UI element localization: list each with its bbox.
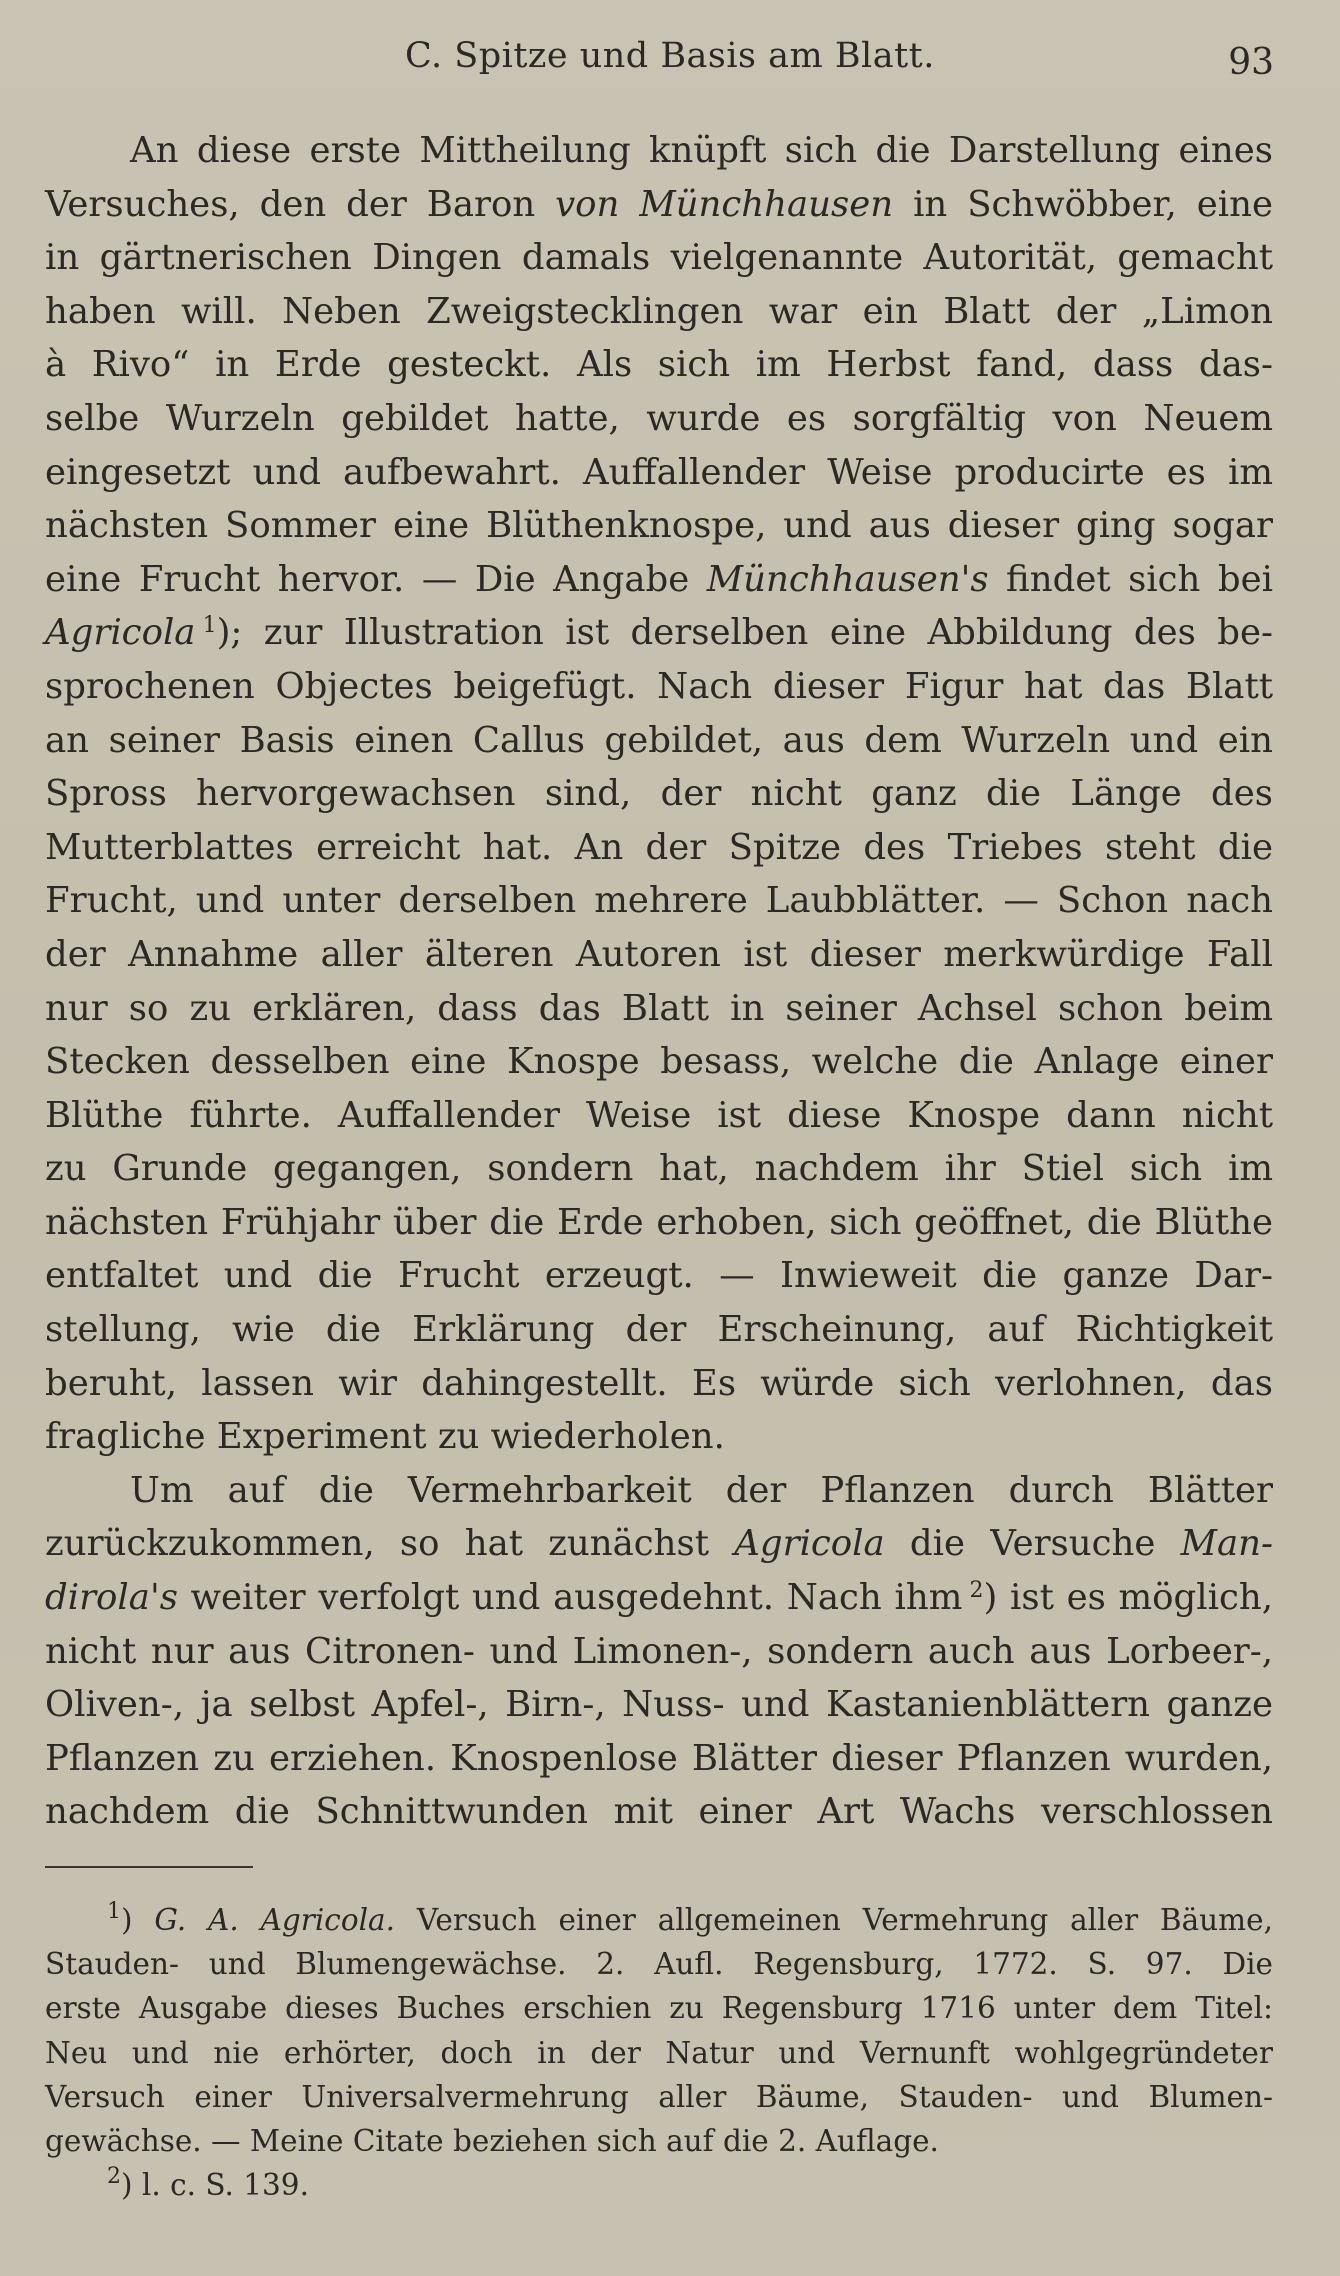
footnote-line: gewächse. — Meine Citate beziehen sich auf die 2. Auflage. bbox=[45, 2123, 939, 2158]
text-line: dirola's weiter verfolgt und ausgedehnt. Nach ihm $^2$) ist es möglich, bbox=[45, 1577, 1274, 1619]
footnote-line: $^2$) l. c. S. 139. bbox=[107, 2164, 309, 2203]
text-line: Um auf die Vermehrbarkeit der Pflanzen durch Blätter bbox=[130, 1469, 1273, 1511]
footnote-mark: 1 bbox=[107, 1899, 121, 1924]
text-line: Agricola $^1$); zur Illustration ist derselben eine Abbildung des be- bbox=[45, 612, 1273, 654]
text-line: sprochenen Objectes beigefügt. Nach dieser Figur hat das Blatt bbox=[45, 665, 1273, 707]
text-line: Blüthe führte. Auffallender Weise ist diese Knospe dann nicht bbox=[45, 1094, 1273, 1136]
text-line: Frucht, und unter derselben mehrere Laubblätter. — Schon nach bbox=[45, 880, 1273, 922]
text-line: nur so zu erklären, dass das Blatt in seiner Achsel schon beim bbox=[45, 987, 1273, 1029]
footnote-line: Stauden- und Blumengewächse. 2. Aufl. Regensburg, 1772. S. 97. Die bbox=[45, 1947, 1273, 1982]
footnote-line: Versuch einer Universalvermehrung aller Bäume, Stauden- und Blumen- bbox=[45, 2079, 1273, 2114]
author-name: Agricola bbox=[45, 612, 196, 654]
text-line: nächsten Frühjahr über die Erde erhoben, sich geöffnet, die Blüthe bbox=[45, 1201, 1273, 1243]
text-line: nächsten Sommer eine Blüthenknospe, und aus dieser ging sogar bbox=[45, 505, 1273, 547]
page-number: 93 bbox=[1228, 42, 1274, 83]
footnote-line: erste Ausgabe dieses Buches erschien zu Regensburg 1716 unter dem Titel: bbox=[45, 1991, 1273, 2026]
footnotes bbox=[45, 1898, 1273, 2207]
text-line: an seiner Basis einen Callus gebildet, aus dem Wurzeln und ein bbox=[45, 719, 1273, 761]
text-line: eine Frucht hervor. — Die Angabe Münchhausen's findet sich bei bbox=[45, 558, 1273, 600]
text-line: Mutterblattes erreicht hat. An der Spitze des Triebes steht die bbox=[45, 826, 1273, 868]
author-name: dirola's bbox=[45, 1577, 178, 1619]
footnote-line: Neu und nie erhörter, doch in der Natur und Vernunft wohlgegründeter bbox=[45, 2035, 1273, 2070]
text-line: entfaltet und die Frucht erzeugt. — Inwieweit die ganze Dar- bbox=[45, 1255, 1273, 1297]
text-line: haben will. Neben Zweigstecklingen war ein Blatt der „Limon bbox=[45, 290, 1273, 332]
text-line: selbe Wurzeln gebildet hatte, wurde es sorgfältig von Neuem bbox=[45, 397, 1273, 439]
text-line: in gärtnerischen Dingen damals vielgenannte Autorität, gemacht bbox=[45, 237, 1273, 279]
text-line: nicht nur aus Citronen- und Limonen-, sondern auch aus Lorbeer-, bbox=[45, 1630, 1273, 1672]
footnote-mark: 2 bbox=[107, 2164, 121, 2190]
running-head: C. Spitze und Basis am Blatt. bbox=[405, 36, 935, 76]
text-line: Spross hervorgewachsen sind, der nicht ganz die Länge des bbox=[45, 773, 1273, 815]
text-line: Stecken desselben eine Knospe besass, welche die Anlage einer bbox=[45, 1041, 1273, 1083]
author-name: Agricola bbox=[734, 1523, 885, 1565]
author-name: Münchhausen's bbox=[706, 558, 989, 600]
footnote-line: $^1$) G. A. Agricola. Versuch einer allgemeinen Vermehrung aller Bäume, bbox=[107, 1899, 1273, 1937]
author-name: Man- bbox=[1180, 1523, 1273, 1565]
text-line: eingesetzt und aufbewahrt. Auffallender Weise producirte es im bbox=[45, 451, 1273, 493]
footnote-ref: 2 bbox=[969, 1578, 984, 1604]
text-line: nachdem die Schnittwunden mit einer Art Wachs verschlossen bbox=[45, 1791, 1273, 1833]
text-line: fragliche Experiment zu wiederholen. bbox=[45, 1416, 725, 1458]
text-line: Oliven-, ja selbst Apfel-, Birn-, Nuss- und Kastanienblättern ganze bbox=[45, 1684, 1273, 1726]
page-header bbox=[0, 28, 1340, 88]
text-line: à Rivo“ in Erde gesteckt. Als sich im Herbst fand, dass das- bbox=[45, 344, 1273, 386]
text-line: Pflanzen zu erziehen. Knospenlose Blätter dieser Pflanzen wurden, bbox=[45, 1737, 1273, 1779]
text-line: zu Grunde gegangen, sondern hat, nachdem ihr Stiel sich im bbox=[45, 1148, 1273, 1190]
text-line: stellung, wie die Erklärung der Erscheinung, auf Richtigkeit bbox=[45, 1309, 1273, 1351]
text-line: der Annahme aller älteren Autoren ist dieser merkwürdige Fall bbox=[45, 933, 1273, 975]
text-line: zurückzukommen, so hat zunächst Agricola die Versuche Man- bbox=[45, 1523, 1273, 1565]
author-name: G. A. Agricola. bbox=[154, 1903, 395, 1937]
text-line: beruht, lassen wir dahingestellt. Es würde sich verlohnen, das bbox=[45, 1362, 1273, 1404]
author-name: von Münchhausen bbox=[555, 183, 894, 225]
text-line: Versuches, den der Baron von Münchhausen in Schwöbber, eine bbox=[45, 183, 1273, 225]
body-text bbox=[45, 124, 1273, 1839]
footnote-ref: 1 bbox=[202, 613, 217, 639]
footnote-rule bbox=[45, 1866, 253, 1868]
text-line: An diese erste Mittheilung knüpft sich die Darstellung eines bbox=[130, 130, 1273, 171]
